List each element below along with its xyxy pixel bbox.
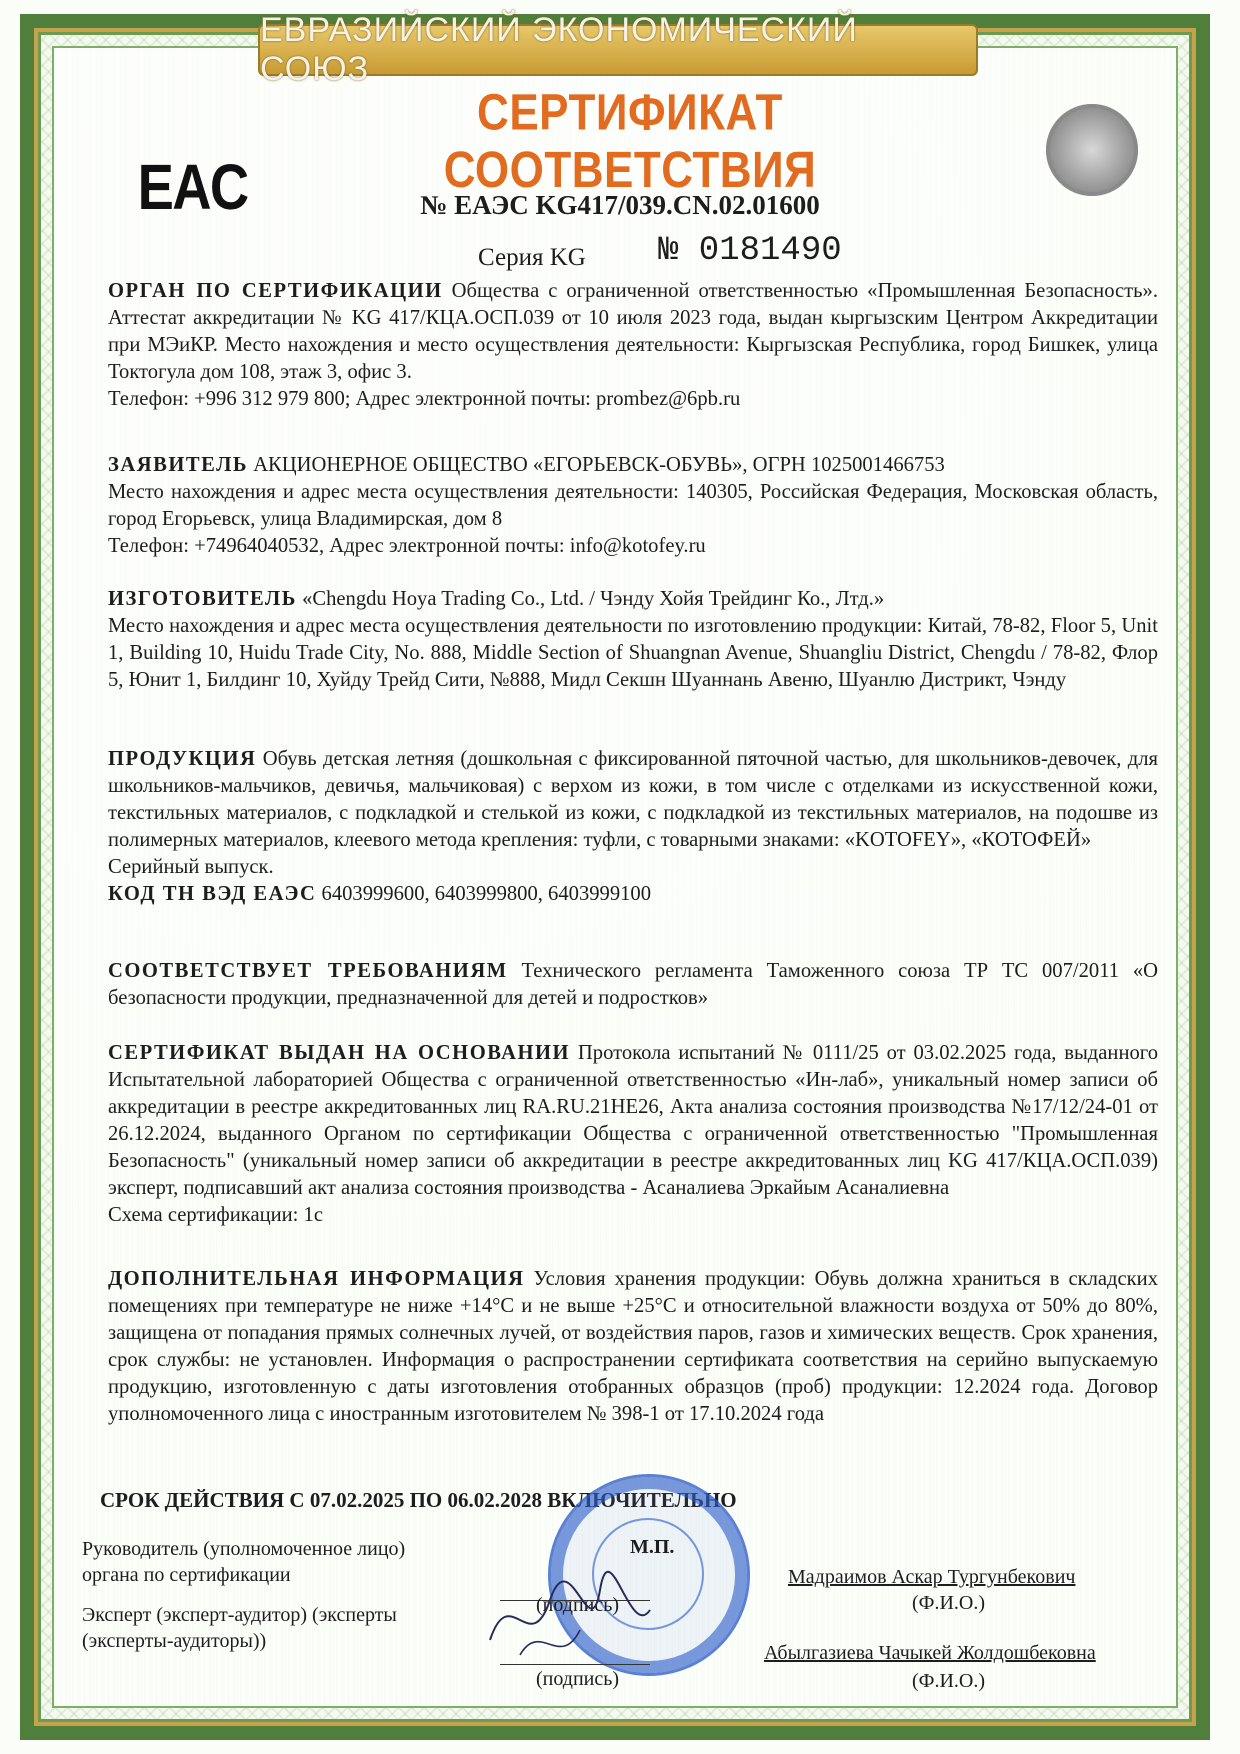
organ-section xyxy=(108,278,1158,413)
head-name: Мадраимов Аскар Тургунбекович xyxy=(788,1566,1076,1588)
union-banner: ЕВРАЗИЙСКИЙ ЭКОНОМИЧЕСКИЙ СОЮЗ xyxy=(258,24,978,76)
signature-caption-2: (подпись) xyxy=(536,1668,620,1690)
expert-name: Абылгазиева Чачыкей Жолдошбековна xyxy=(764,1642,1096,1664)
handwritten-signature-icon xyxy=(470,1560,670,1670)
organ-label: ОРГАН ПО СЕРТИФИКАЦИИ xyxy=(108,280,443,302)
series-label: Серия KG xyxy=(478,244,586,271)
applicant-contacts: Телефон: +74964040532, Адрес электронной почты: info@kotofey.ru xyxy=(108,535,706,557)
manufacturer-section xyxy=(108,586,1158,694)
basis-text: Протокола испытаний № 0111/25 от 03.02.2025 года, выданного Испытательной лабораторией Общества с ограниченной ответственностью «Ин-лаб», уникальный номер записи об аккредитации в реестре аккредитованных лиц RA.RU.21НЕ26, Акта анализа состояния производства №17/12/24-01 от 26.12.2024, выданного Органом по сертификации Общества с ограниченной ответственностью "Промышленная Безопасность" (уникальный номер записи об аккредитации в реестре аккредитованных лиц KG 417/КЦА.ОСП.039) эксперт, подписавший акт анализа состояния производства - Асаналиева Эркайым Асаналиевна xyxy=(108,1042,1158,1199)
additional-label: ДОПОЛНИТЕЛЬНАЯ ИНФОРМАЦИЯ xyxy=(108,1268,525,1290)
fio-caption-2: (Ф.И.О.) xyxy=(912,1670,986,1692)
fio-caption-1: (Ф.И.О.) xyxy=(912,1592,986,1614)
additional-section xyxy=(108,1266,1158,1428)
stamp-place: М.П. xyxy=(630,1536,675,1558)
applicant-text: АКЦИОНЕРНОЕ ОБЩЕСТВО «ЕГОРЬЕВСК-ОБУВЬ», ОГРН 1025001466753 xyxy=(253,454,945,476)
basis-label: СЕРТИФИКАТ ВЫДАН НА ОСНОВАНИИ xyxy=(108,1042,571,1064)
requirements-section xyxy=(108,958,1158,1012)
basis-scheme: Схема сертификации: 1с xyxy=(108,1204,323,1226)
requirements-text: Технического регламента Таможенного союза ТР ТС 007/2011 «О безопасности продукции, предназначенной для детей и подростков» xyxy=(108,960,1159,1009)
organ-text: Общества с ограниченной ответственностью «Промышленная Безопасность». Аттестат аккредитации № KG 417/КЦА.ОСП.039 от 10 июля 2023 года, выдан кыргызским Центром Аккредитации при МЭиКР. Место нахождения и место осуществления деятельности: Кыргызская Республика, город Бишкек, улица Токтогула дом 108, этаж 3, офис 3. xyxy=(108,280,1158,383)
applicant-label: ЗАЯВИТЕЛЬ xyxy=(108,454,249,476)
code-label: КОД ТН ВЭД ЕАЭС xyxy=(108,883,317,905)
hologram-seal-icon xyxy=(1046,104,1138,196)
certificate-number: № ЕАЭС KG417/039.CN.02.01600 xyxy=(420,190,820,220)
applicant-address: Место нахождения и адрес места осуществления деятельности: 140305, Российская Федерация, Московская область, город Егорьевск, улица Владимирская, дом 8 xyxy=(108,481,1158,530)
product-section xyxy=(108,746,1158,908)
head-role: Руководитель (уполномоченное лицо) органа по сертификации xyxy=(82,1538,406,1586)
applicant-section xyxy=(108,452,1158,560)
manufacturer-label: ИЗГОТОВИТЕЛЬ xyxy=(108,588,297,610)
eac-logo-icon: EAC xyxy=(137,151,248,223)
additional-text: Условия хранения продукции: Обувь должна храниться в складских помещениях при температуре не ниже +14°С и не выше +25°С и относительной влажности воздуха от 50% до 80%, защищена от попадания прямых солнечных лучей, от воздействия паров, газов и химических веществ. Срок хранения, срок службы: не установлен. Информация о распространении сертификата соответствия на серийно выпускаемую продукцию, изготовленную с даты изготовления отобранных образцов (проб) продукции: 12.2024 года. Договор уполномоченного лица с иностранным изготовителем № 398-1 от 17.10.2024 года xyxy=(108,1268,1158,1425)
certificate-title: СЕРТИФИКАТ СООТВЕТСТВИЯ xyxy=(443,84,817,199)
product-label: ПРОДУКЦИЯ xyxy=(108,748,257,770)
requirements-label: СООТВЕТСТВУЕТ ТРЕБОВАНИЯМ xyxy=(108,960,508,982)
manufacturer-address: Место нахождения и адрес места осуществления деятельности по изготовлению продукции: Китай, 78-82, Floor 5, Unit 1, Building 10, Huidu Trade City, No. 888, Middle Section of Shuangnan Avenue, Shuangliu District, Chengdu / 78-82, Флор 5, Юнит 1, Билдинг 10, Хуйду Трейд Сити, №888, Мидл Секшн Шуаннань Авеню, Шуанлю Дистрикт, Чэнду xyxy=(108,615,1158,691)
code-text: 6403999600, 6403999800, 6403999100 xyxy=(321,883,652,905)
basis-section xyxy=(108,1040,1158,1229)
organ-contacts: Телефон: +996 312 979 800; Адрес электронной почты: prombez@6pb.ru xyxy=(108,388,741,410)
expert-role: Эксперт (эксперт-аудитор) (эксперты (эксперты-аудиторы)) xyxy=(82,1604,397,1652)
product-serial: Серийный выпуск. xyxy=(108,856,274,878)
validity-period: СРОК ДЕЙСТВИЯ С 07.02.2025 ПО 06.02.2028 ВКЛЮЧИТЕЛЬНО xyxy=(100,1488,737,1512)
manufacturer-text: «Chengdu Hoya Trading Co., Ltd. / Чэнду Хойя Трейдинг Ко., Лтд.» xyxy=(302,588,885,610)
product-text: Обувь детская летняя (дошкольная с фиксированной пяточной частью, для школьников-девочек, для школьников-мальчиков, девичья, мальчиковая) с верхом из кожи, в том числе с отделками из искусственной кожи, текстильных материалов, с подкладкой и стелькой из кожи, с подкладкой из текстильных материалов, на подошве из полимерных материалов, клеевого метода крепления: туфли, с товарными знаками: «KOTOFEY», «КОТОФЕЙ» xyxy=(108,748,1158,851)
signature-caption-1: (подпись) xyxy=(536,1594,620,1616)
series-number: № 0181490 xyxy=(658,232,842,270)
